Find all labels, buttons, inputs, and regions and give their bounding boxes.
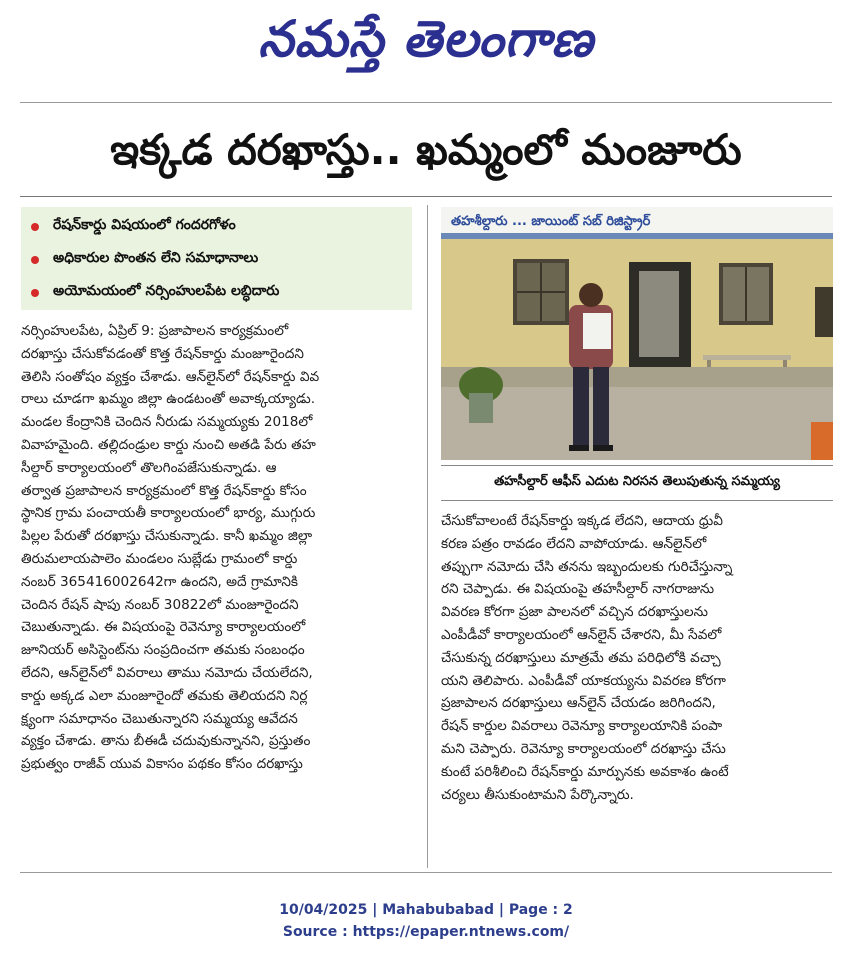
highlights-box — [21, 207, 412, 310]
highlight-item — [31, 243, 412, 276]
article-text-line: నంబర్ 365416002642గా ఉందని, అదే గ్రామానికి — [21, 573, 299, 590]
article-text-line: కుంటే పరిశీలించి రేషన్‌కార్డు మార్పునకు అవకాశం ఉంటే — [441, 763, 729, 780]
source-link[interactable]: Source : https://epaper.ntnews.com/ — [282, 924, 570, 940]
article-text-line: దరఖాస్తు చేసుకోవడంతో కొత్త రేషన్‌కార్డు మంజూరైందని — [21, 345, 304, 362]
highlight-text: రేషన్‌కార్డు విషయంలో గందరగోళం — [53, 217, 236, 233]
headline-divider — [20, 196, 832, 197]
article-text-line: కరణ పత్రం రావడం లేదని వాపోయాడు. ఆన్‌లైన్‌లో — [441, 535, 707, 552]
article-text-line: చర్యలు తీసుకుంటామని పేర్కొన్నారు. — [441, 786, 634, 803]
masthead-divider — [20, 102, 832, 103]
article-headline: ఇక్కడ దరఖాస్తు.. ఖమ్మంలో మంజూరు — [110, 125, 742, 174]
highlight-text: అధికారుల పొంతన లేని సమాధానాలు — [53, 250, 259, 266]
column-divider — [427, 205, 428, 868]
article-text-line: చేసుకోవాలంటే రేషన్‌కార్డు ఇక్కడ లేదని, ఆదాయ ధ్రువీ — [441, 513, 723, 529]
article-text-line: రాలు చూడగా ఖమ్మం జిల్లా ఉండటంతో అవాక్కయ్యాడు. — [21, 391, 316, 408]
article-column-right — [441, 510, 833, 806]
article-text-line: లేదని, ఆన్‌లైన్‌లో వివరాలు తాము నమోదు చేయలేదని, — [21, 664, 313, 681]
article-text-line: వివాహమైంది. తల్లిదండ్రుల కార్డు నుంచి అతడి పేరు తహ — [21, 436, 316, 453]
article-text-line: వ్యక్తం చేశాడు. తాను బీఈడీ చదువుకున్నానని, ప్రస్తుతం — [21, 733, 311, 750]
article-text-line: తర్వాత ప్రజాపాలన కార్యక్రమంలో కొత్త రేషన్‌కార్డు కోసం — [21, 482, 307, 499]
article-text-line: ప్రభుత్వం రాజీవ్ యువ వికాసం పథకం కోసం దరఖాస్తు — [21, 756, 303, 773]
article-text-line: వివరణ కోరగా ప్రజా పాలనలో వచ్చిన దరఖాస్తులను — [441, 604, 708, 621]
highlight-item — [31, 276, 412, 309]
article-text-line: రని చెప్పాడు. ఈ విషయంపై తహసీల్దార్ నాగరాజును — [441, 581, 715, 598]
photo-caption: తహసీల్దార్ ఆఫీస్ ఎదుట నిరసన తెలుపుతున్న సమ్మయ్య — [441, 465, 833, 501]
office-sign-text: తహశీల్దారు ... జాయింట్ సబ్ రిజిస్ట్రార్ — [451, 214, 651, 229]
article-text-line: యని తెలిపారు. ఎంపీడీవో యాకయ్యను వివరణ కోరగా — [441, 672, 726, 689]
article-text-line: జూనియర్ అసిస్టెంట్‌ను సంప్రదించగా తమకు సంబంధం — [21, 642, 305, 659]
article-text-line: పిల్లల పేరుతో దరఖాస్తు చేసుకున్నాడు. కానీ ఖమ్మం జిల్లా — [21, 528, 313, 545]
article-text-line: ప్రజాపాలన దరఖాస్తులు ఆన్‌లైన్ చేయడం జరిగిందని, — [441, 695, 716, 712]
article-text-line: సీల్దార్ కార్యాలయంలో తొలగింపజేసుకున్నాడు. ఆ — [21, 459, 277, 476]
bullet-dot-icon — [31, 256, 39, 264]
article-column-left — [21, 320, 413, 776]
bullet-dot-icon — [31, 223, 39, 231]
article-text-line: కార్డు అక్కడ ఎలా మంజూరైందో తమకు తెలియదని నిర్ల — [21, 687, 308, 704]
article-text-line: మండల కేంద్రానికి చెందిన నీరుడు సమ్మయ్యకు 2018లో — [21, 414, 313, 431]
highlight-item — [31, 210, 412, 243]
article-text-line: చెబుతున్నాడు. ఈ విషయంపై రెవెన్యూ కార్యాలయంలో — [21, 619, 306, 636]
article-text-line: చేసుకున్న దరఖాస్తులు మాత్రమే తమ పరిధిలోకి వచ్చా — [441, 649, 721, 666]
article-text-line: క్ష్యంగా సమాధానం చెబుతున్నారని సమ్మయ్య ఆవేదన — [21, 710, 298, 727]
highlight-text: అయోమయంలో నర్సింహులపేట లబ్ధిదారు — [53, 283, 280, 299]
article-text-line: చెందిన రేషన్ షాపు నంబర్ 30822లో మంజూరైందని — [21, 596, 299, 613]
bullet-dot-icon — [31, 289, 39, 297]
article-text-line: మని చెప్పారు. రెవెన్యూ కార్యాలయంలో దరఖాస్తు చేసు — [441, 740, 726, 757]
article-text-line: తప్పుగా నమోదు చేసి తనను ఇబ్బందులకు గురిచేస్తున్నా — [441, 558, 733, 575]
footer-divider — [20, 872, 832, 873]
newspaper-masthead: నమస్తే తెలంగాణ — [258, 10, 594, 68]
article-photo — [441, 207, 833, 460]
article-text-line: తిరుమలాయపాలెం మండలం సుబ్లేడు గ్రామంలో కార్డు — [21, 550, 298, 567]
edition-info: 10/04/2025 | Mahabubabad | Page : 2 — [279, 902, 573, 918]
article-text-line: ఎంపీడీవో కార్యాలయంలో ఆన్‌లైన్ చేశారని, మీ సేవలో — [441, 626, 722, 643]
article-text-line: తెలిసి సంతోషం వ్యక్తం చేశాడు. ఆన్‌లైన్‌లో రేషన్‌కార్డు వివ — [21, 368, 320, 385]
article-text-line: స్థానిక గ్రామ పంచాయతీ కార్యాలయంలో భార్య, ముగ్గురు — [21, 505, 316, 522]
article-text-line: రేషన్ కార్డుల వివరాలు రెవెన్యూ కార్యాలయానికి పంపా — [441, 718, 723, 735]
article-text-line: నర్సింహులపేట, ఏప్రిల్ 9: ప్రజాపాలన కార్యక్రమంలో — [21, 323, 289, 339]
